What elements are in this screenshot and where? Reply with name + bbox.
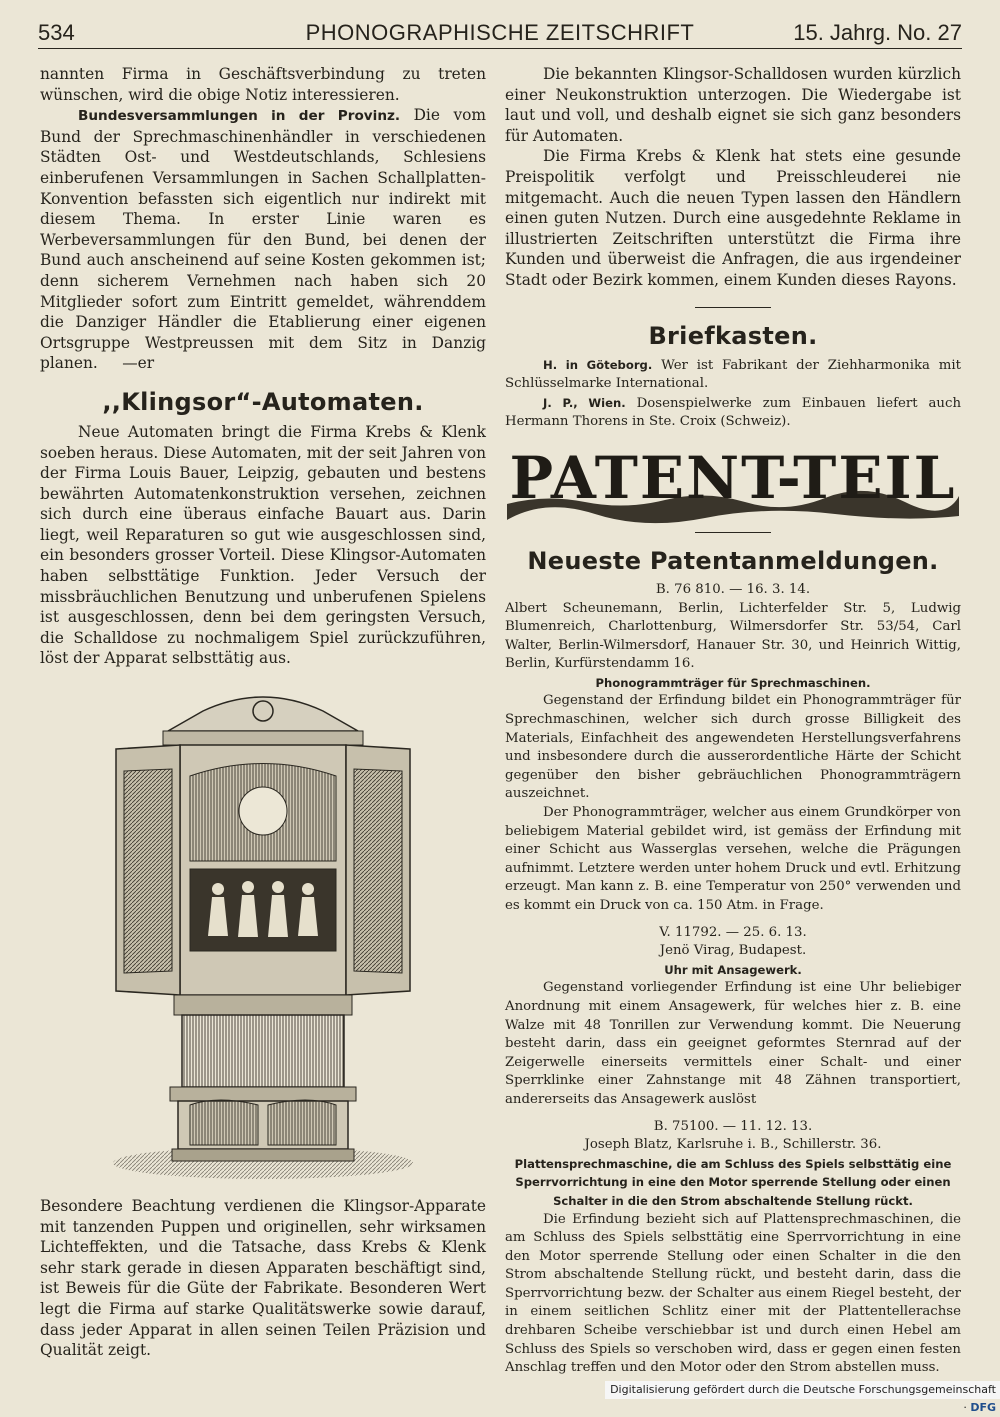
klingsor-heading: ,,Klingsor“-Automaten. — [102, 387, 424, 416]
cornice — [163, 731, 363, 745]
paragraph-text: Die vom Bund der Sprechmaschinenhändler in verschiedenen Städten Ost- und Westdeutschlands, Schlesiens einberufenen Versammlungen in Sachen Schallplatten-Konvention befassten sich eigentlich nur indirekt mit diesem Thema. In erster Linie waren es Werbeversammlungen für den Bund, bei denen der Bund auch anscheinend auf seine Kosten gekommen ist; denn sicherem Vernehmen nach haben sich 20 Mitglieder sofort zum Eintritt gemeldet, währenddem die Danziger Händler die Etablierung einer eigenen Ortsgruppe Westpreussen mit dem Sitz in Danzig planen. — [40, 106, 486, 373]
middle-ledge — [170, 1087, 356, 1101]
right-door-panel — [354, 769, 402, 973]
automat-drawing — [108, 691, 418, 1186]
footer-text: Digitalisierung gefördert durch die Deutsche Forschungsgemeinschaft · — [610, 1383, 996, 1414]
section-divider — [695, 532, 771, 533]
author-sign: —er — [122, 354, 155, 373]
section-divider — [695, 307, 771, 308]
letter-text: Wer ist Fabrikant der Ziehharmonika mit Schlüsselmarke International. — [505, 357, 962, 392]
patent-applicants: Albert Scheunemann, Berlin, Lichterfelder Str. 5, Ludwig Blumenreich, Charlottenburg, Wilmersdorfer Str. 53/54, Carl Walter, Berlin-Wilmersdorf, Hanauer Str. 30, und Heinrich Wittig, Berlin, Kurfürstendamm 16. — [505, 600, 961, 672]
patent-title: Phonogrammträger für Sprechmaschinen. — [595, 675, 871, 690]
lower-right-door — [268, 1100, 336, 1145]
patent-title: Uhr mit Ansagewerk. — [664, 962, 802, 977]
patent-applicants: Joseph Blatz, Karlsruhe i. B., Schillerstr. 36. — [584, 1137, 882, 1153]
briefkasten-heading: Briefkasten. — [648, 321, 818, 350]
journal-title: PHONOGRAPHISCHE ZEITSCHRIFT — [305, 20, 695, 45]
page-header — [38, 18, 962, 49]
letter-entry — [505, 394, 961, 432]
patent-banner-art — [505, 442, 961, 524]
light-disc — [239, 787, 287, 835]
briefkasten-entries — [505, 356, 961, 432]
cabinet-crown — [168, 697, 358, 731]
patent-applicants: Jenö Virag, Budapest. — [659, 943, 807, 959]
page-number: 534 — [38, 20, 75, 45]
paragraph-preispolitik: Die Firma Krebs & Klenk hat stets eine gesunde Preispolitik verfolgt und Preisschleuderei nie mitgemacht. Auch die neuen Typen lassen den Händlern einen guten Nutzen. Durch eine ausgedehnte Reklame in illustrierten Zeitschriften unterstützt die Firma ihre Kunden und überweist die Anfragen, die aus irgendeiner Stadt oder Bezirk kommen, einem Kunden dieses Rayons. — [505, 147, 961, 289]
paragraph-continued: nannten Firma in Geschäftsverbindung zu treten wünschen, wird die obige Notiz interessieren. — [40, 65, 486, 104]
issue-info: 15. Jahrg. No. 27 — [793, 20, 962, 45]
lower-left-door — [190, 1100, 258, 1145]
dfg-logo: DFG — [970, 1401, 996, 1414]
plinth — [172, 1149, 354, 1161]
patent-banner — [505, 442, 961, 524]
patent-text: Gegenstand der Erfindung bildet ein Phonogrammträger für Sprechmaschinen, welcher sich durch grosse Billigkeit des Materials, Einfachheit des angewendeten Herstellungsverfahrens und insbesondere durch die ausserordentliche Härte der Schicht gegenüber den bisher gebräuchlichen Phonogrammträgern auszeichnet. — [505, 693, 961, 802]
letter-text: Dosenspielwerke zum Einbauen liefert auch Hermann Thorens in Ste. Croix (Schweiz). — [505, 395, 962, 430]
patent-number: V. 11792. — 25. 6. 13. — [659, 924, 807, 940]
roll-top — [182, 1015, 344, 1087]
letter-sender: H. in Göteborg. — [543, 357, 653, 372]
patent-text: Die Erfindung bezieht sich auf Plattensprechmaschinen, die am Schluss des Spiels selbsttätig eine Sperrvorrichtung in eine den Motor sperrende Stellung oder einen Schalter in die den Strom abschaltende Stellung rückt, und besteht darin, dass die Sperrvorrichtung bezw. der Schalter aus einem Riegel besteht, der in einem seitlichen Schlitz einer mit der Plattentellerachse drehbaren Scheibe verschiebbar ist und durch einen Hebel am Schluss des Spiels so verschoben wird, dass er gegen einen festen Anschlag treffen und den Motor oder den Strom abstellen muss. — [505, 1211, 961, 1376]
right-column — [505, 64, 961, 1393]
patent-list — [505, 581, 961, 1378]
automat-illustration — [108, 691, 418, 1186]
upper-ledge — [174, 995, 352, 1015]
paragraph-klingsor-apparate: Besondere Beachtung verdienen die Klingsor-Apparate mit tanzenden Puppen und originellen, sehr wirksamen Lichteffekten, und die Tatsache, dass Krebs & Klenk sehr stark gerade in diesen Apparaten beschäftigt sind, ist Beweis für die Güte der Fabrikate. Besonderen Wert legt die Firma auf starke Qualitätswerke sowie darauf, dass jeder Apparat in allen seinen Teilen Präzision und Qualität zeigt. — [40, 1197, 486, 1360]
patent-title: Plattensprechmaschine, die am Schluss des Spiels selbsttätig eine Sperrvorrichtung in eine den Motor sperrende Stellung oder einen Schalter in die den Strom abschaltende Stellung rückt. — [514, 1156, 952, 1208]
paragraph-klingsor-intro: Neue Automaten bringt die Firma Krebs & Klenk soeben heraus. Diese Automaten, mit der seit Jahren von der Firma Louis Bauer, Leipzig, gebauten und bestens bewährten Automatenkonstruktion versehen, zeichnen sich durch eine überaus einfache Bauart aus. Darin liegt, weil Reparaturen so gut wie ausgeschlossen sind, ein besonders grosser Vorteil. Diese Klingsor-Automaten haben selbsttätige Funktion. Jeder Versuch der missbräuchlichen Benutzung und unberufenen Spielens ist ausgeschlossen, denn bei dem geringsten Versuch, die Schalldose zu nochmaligem Spiel zurückzuführen, löst der Apparat selbsttätig aus. — [40, 422, 486, 668]
letter-entry — [505, 356, 961, 394]
digitization-footer — [605, 1381, 1000, 1414]
patent-banner-text: PATENT-TEIL — [509, 443, 957, 512]
patent-number: B. 76 810. — 16. 3. 14. — [655, 581, 811, 597]
left-column — [40, 64, 486, 1361]
left-door-panel — [124, 769, 172, 973]
patents-heading: Neueste Patentanmeldungen. — [527, 546, 939, 575]
paragraph-lead: Bundesversammlungen in der Provinz. — [78, 108, 401, 125]
patent-text: Gegenstand vorliegender Erfindung ist eine Uhr beliebiger Anordnung mit einem Ansagewerk, für welches hier z. B. eine Walze mit 48 Tonrillen zur Verwendung kommt. Die Neuerung besteht darin, dass ein geeignet geformtes Sternrad auf der Zeigerwelle einerseits vermittels einer Schalt- und einer Sperrklinke einer Zahnstange mit 48 Zähnen transportiert, andererseits das Ansagewerk auslöst — [505, 980, 961, 1107]
patent-text: Der Phonogrammträger, welcher aus einem Grundkörper von beliebigem Material gebildet wird, ist gemäss der Erfindung mit einer Schicht aus Wasserglas versehen, welche die Prägungen aufnimmt. Letztere werden unter hohem Druck und evtl. Erhitzung erzeugt. Man kann z. B. eine Temperatur von 250° verwenden und es kommt ein Druck von ca. 150 Atm. in Frage. — [505, 805, 961, 913]
paragraph-bundesversammlungen — [40, 105, 486, 374]
letter-sender: J. P., Wien. — [543, 395, 626, 410]
patent-number: B. 75100. — 11. 12. 13. — [653, 1118, 813, 1134]
paragraph-schalldosen: Die bekannten Klingsor-Schalldosen wurden kürzlich einer Neukonstruktion unterzogen. Die Wiedergabe ist laut und voll, und deshalb eignet sie sich ganz besonders für Automaten. — [505, 65, 961, 145]
